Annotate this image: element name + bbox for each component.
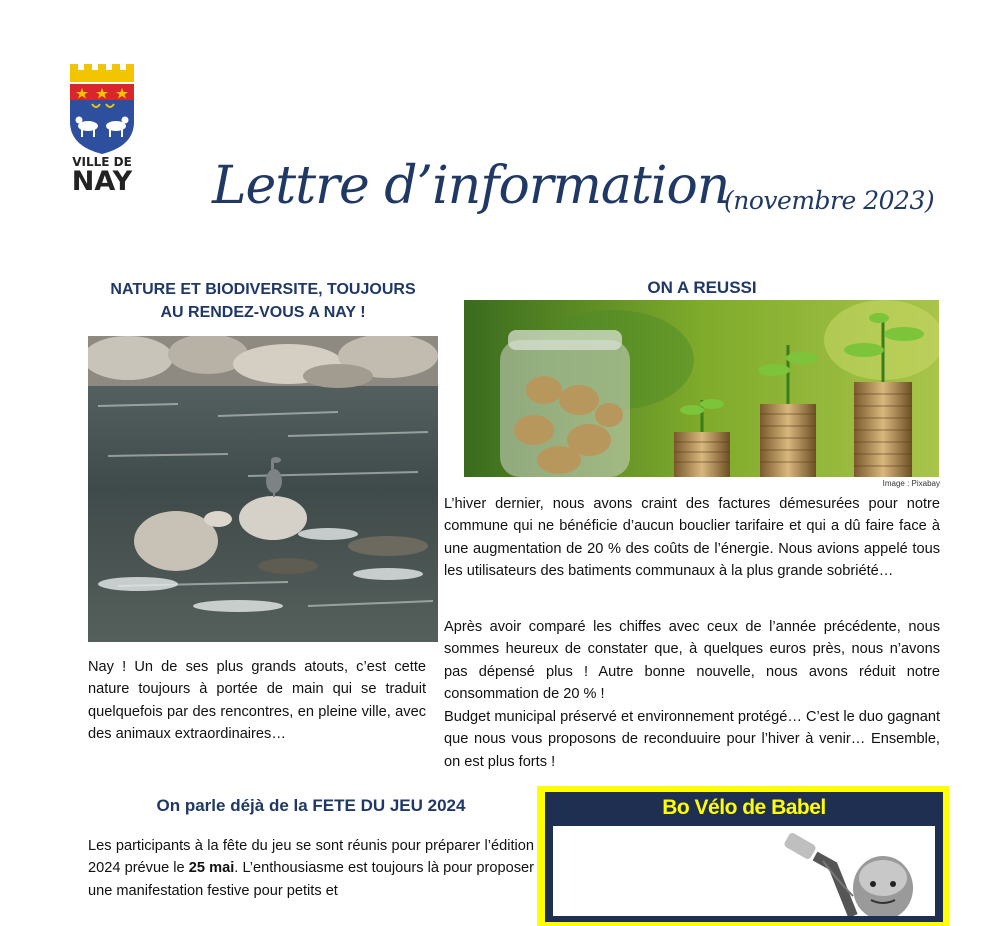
reussi-paragraph-1: L’hiver dernier, nous avons craint des factures démesurées pour notre commune qui ne bénéficie d’aucun bouclier tarifaire et qui a dû faire face à une augmentation de 20 % des coûts de l’énergie. Nous avions appelé tous les utilisateurs des batiments communaux à la plus grande sobriété… <box>444 496 940 580</box>
nature-heading-line1: NATURE ET BIODIVERSITE, TOUJOURS <box>110 281 416 298</box>
babel-title: Bo Vélo de Babel <box>662 796 826 819</box>
reussi-paragraph-2: Après avoir comparé les chiffes avec ceux de l’année précédente, nous sommes heureux de constater que, à quelques euros près, nous n’avons pas dépensé plus ! Autre bonne nouvelle, nous avons réduit notre consommation de 20 % ! <box>444 619 940 703</box>
nature-heading-line2: AU RENDEZ-VOUS A NAY ! <box>160 304 366 321</box>
logo-nay-text: NAY <box>71 166 133 197</box>
page-title: Lettre d’information <box>212 156 730 216</box>
reussi-paragraph-3: Budget municipal préservé et environnement protégé… C’est le duo gagnant que nous vous proposons de reconduuire pour l’hiver à venir… Ensemble, on est plus forts ! <box>444 709 940 770</box>
coins-jar-photo <box>464 300 939 477</box>
fete-text-after: . L’enthousiasme est toujours là pour proposer une manifestation festive pour petits et <box>88 860 534 899</box>
fete-date: 25 mai <box>188 860 235 877</box>
image-credit: Image : Pixabay <box>882 479 940 488</box>
logo-ville-de-text: VILLE DE <box>72 155 132 169</box>
heron-river-photo <box>88 336 438 642</box>
fete-heading: On parle déjà de la FETE DU JEU 2024 <box>156 796 466 815</box>
nature-heading <box>88 278 438 324</box>
coat-of-arms-icon <box>66 60 138 156</box>
fete-paragraph <box>88 835 534 902</box>
babel-photo <box>553 826 935 916</box>
page-subtitle: (novembre 2023) <box>724 186 935 215</box>
nature-paragraph: Nay ! Un de ses plus grands atouts, c’est cette nature toujours à portée de main qui se traduit quelquefois par des rencontres, en pleine ville, avec des animaux extraordinaires… <box>88 659 426 743</box>
fete-text-before: Les participants à la fête du jeu se sont réunis pour préparer l’édition 2024 prévue le <box>88 838 534 877</box>
reussi-heading: ON A REUSSI <box>647 278 757 297</box>
